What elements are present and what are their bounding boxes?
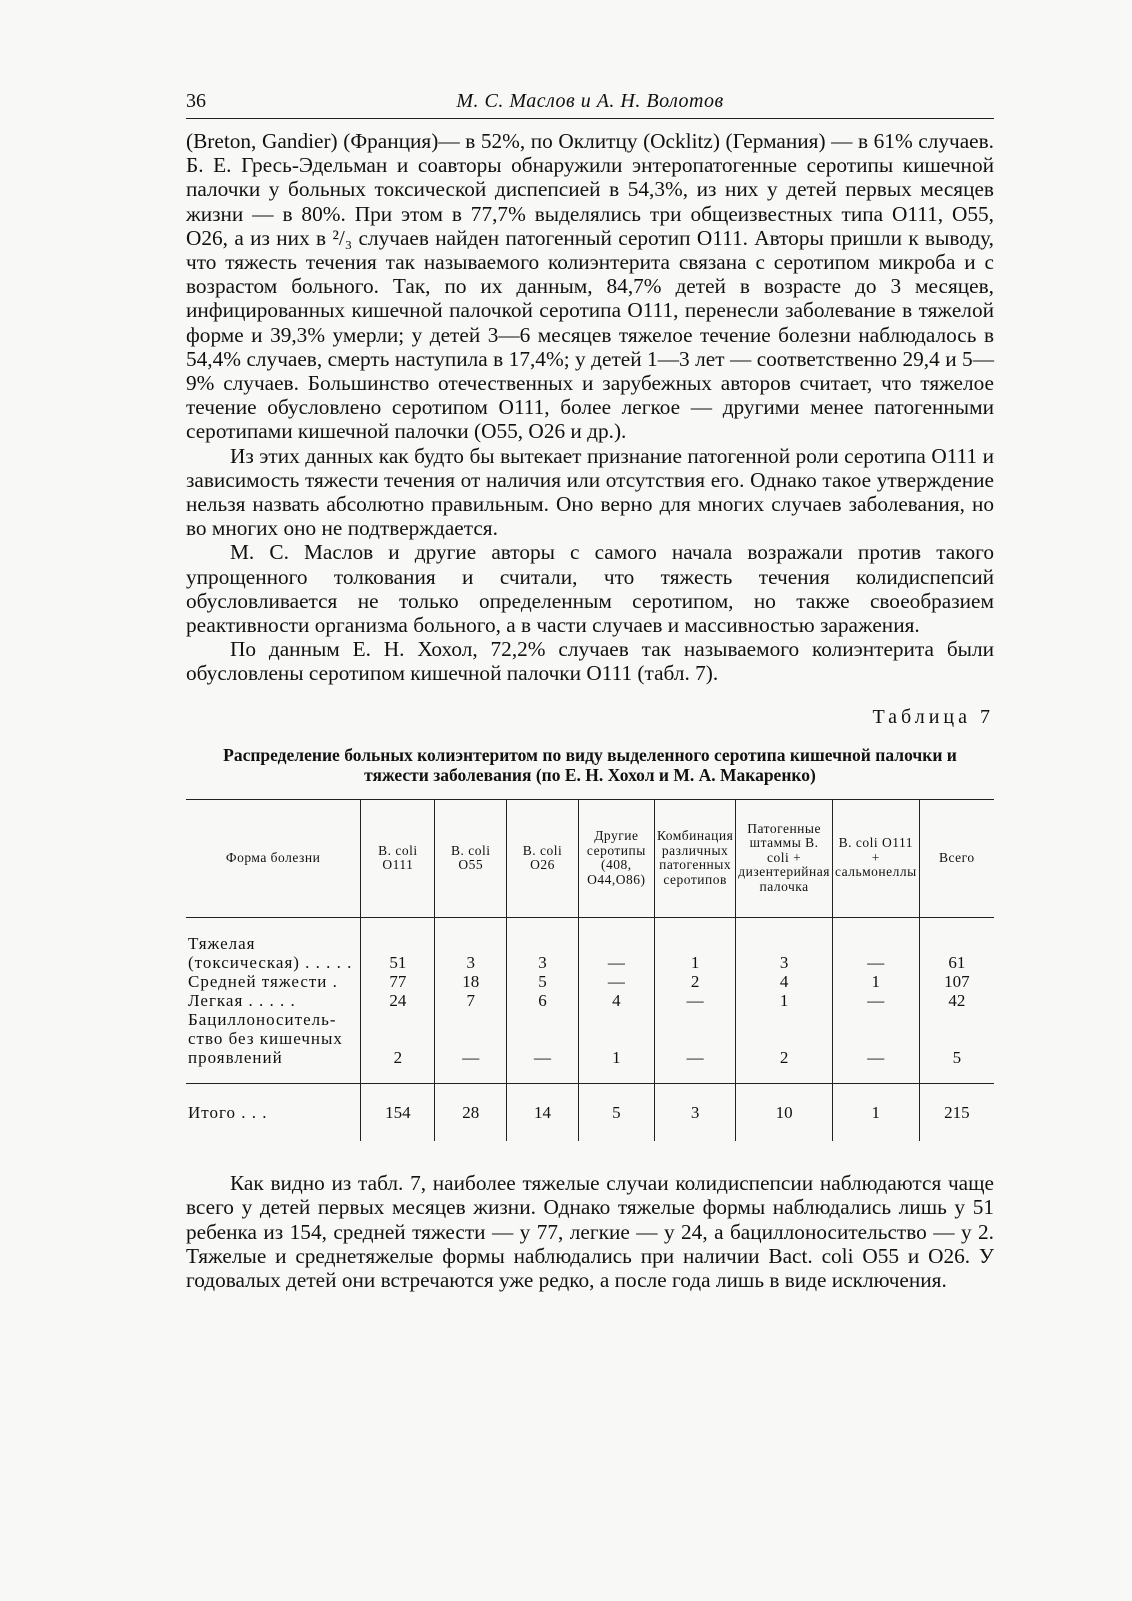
header-cell: Комбинация различных патогенных серотипов — [654, 799, 735, 917]
total-cell: 5 — [578, 1083, 654, 1141]
total-cell: 14 — [507, 1083, 579, 1141]
row-label: Бациллоноситель-ство без кишечных проявлений — [188, 1009, 343, 1067]
total-label: Итого . . . — [188, 1102, 268, 1122]
total-cell: 3 — [654, 1083, 735, 1141]
row-label: Средней тяжести . — [188, 971, 338, 991]
total-cell: 215 — [919, 1083, 994, 1141]
table-cell: — — [654, 1010, 735, 1067]
table-cell: — — [832, 1010, 919, 1067]
table-cell: 42 — [919, 991, 994, 1010]
page — [186, 88, 994, 1292]
table-cell: — — [832, 934, 919, 972]
header-cell: Форма болезни — [225, 849, 321, 865]
table-cell: 77 — [361, 972, 435, 991]
table-cell: 2 — [654, 972, 735, 991]
table-total-row — [186, 1083, 994, 1141]
page-number: 36 — [186, 90, 206, 112]
table-cell: 107 — [919, 972, 994, 991]
table-cell: 1 — [832, 972, 919, 991]
paragraph-2: Из этих данных как будто бы вытекает признание патогенной роли серотипа O111 и зависимость тяжести течения от наличия или отсутствия его. Однако такое утверждение нельзя назвать абсолютно правильным. Оно верно для многих случаев заболевания, но во многих оно не подтверждается. — [186, 443, 994, 541]
table-cell: 18 — [435, 972, 507, 991]
page-header — [186, 88, 994, 119]
table-header-row — [186, 799, 994, 917]
table-cell: 5 — [507, 972, 579, 991]
table-cell: 51 — [361, 934, 435, 972]
table-cell: 2 — [361, 1010, 435, 1067]
table-row — [186, 972, 994, 991]
table-cell: 1 — [578, 1010, 654, 1067]
table-row — [186, 1010, 994, 1067]
running-title: М. С. Маслов и А. Н. Волотов — [456, 90, 724, 112]
header-cell: B. coli O26 — [507, 799, 579, 917]
table-cell: 3 — [736, 934, 833, 972]
paragraph-3: М. С. Маслов и другие авторы с самого начала возражали против такого упрощенного толкования и считали, что тяжесть течения колидиспепсий обусловливается не только определенным серотипом, но также своеобразием реактивности организма больного, а в части случаев и массивностью заражения. — [186, 540, 994, 638]
header-cell: Другие серотипы (408, O44,O86) — [578, 799, 654, 917]
table-cell: 6 — [507, 991, 579, 1010]
table-cell: 3 — [435, 934, 507, 972]
table-cell: — — [578, 934, 654, 972]
header-cell: Патогенные штаммы B. coli + дизентерийная палочка — [736, 799, 833, 917]
table-row — [186, 934, 994, 972]
header-cell: B. coli O111 — [361, 799, 435, 917]
table-cell: 7 — [435, 991, 507, 1010]
data-table — [186, 799, 994, 1142]
table-cell: 5 — [919, 1010, 994, 1067]
table-label: Таблица 7 — [872, 705, 994, 728]
table-cell: 1 — [654, 934, 735, 972]
total-cell: 28 — [435, 1083, 507, 1141]
paragraph-5: Как видно из табл. 7, наиболее тяжелые случаи колидиспепсии наблюдаются чаще всего у детей первых месяцев жизни. Однако тяжелые формы наблюдались лишь у 51 ребенка из 154, средней тяжести — у 77, легкие — у 24, а бациллоносительство — у 2. Тяжелые и среднетяжелые формы наблюдались при наличии Bact. coli O55 и O26. У годовалых детей они встречаются уже редко, а после года лишь в виде исключения. — [186, 1171, 994, 1292]
total-cell: 154 — [361, 1083, 435, 1141]
table-cell: 3 — [507, 934, 579, 972]
table-cell: 4 — [578, 991, 654, 1010]
row-label: Тяжелая (токсическая) . . . . . — [188, 933, 353, 972]
paragraph-1: (Breton, Gandier) (Франция)— в 52%, по Оклитцу (Ocklitz) (Германия) — в 61% случаев. Б. Е. Гресь-Эдельман и соавторы обнаружили энтеропатогенные серотипы кишечной палочки у больных токсической диспепсией в 54,3%, из них у детей первых месяцев жизни — в 80%. При этом в 77,7% выделялись три общеизвестных типа O111, O55, O26, а из них в ²/₃ случаев найден патогенный серотип O111. Авторы пришли к выводу, что тяжесть течения так называемого колиэнтерита связана с серотипом микроба и с возрастом больного. Так, по их данным, 84,7% детей в возрасте до 3 месяцев, инфицированных кишечной палочкой серотипа O111, перенесли заболевание в тяжелой форме и 39,3% умерли; у детей 3—6 месяцев тяжелое течение болезни наблюдалось в 54,4% случаев, смерть наступила в 17,4%; у детей 1—3 лет — соответственно 29,4 и 5—9% случаев. Большинство отечественных и зарубежных авторов считает, что тяжелое течение обусловлено серотипом O111, более легкое — другими менее патогенными серотипами кишечной палочки (O55, O26 и др.). — [186, 129, 994, 444]
table-cell: 24 — [361, 991, 435, 1010]
table-caption: Распределение больных колиэнтеритом по виду выделенного серотипа кишечной палочки и тяжести заболевания (по Е. Н. Хохол и М. А. Макаренко) — [223, 744, 957, 785]
paragraph-4: По данным Е. Н. Хохол, 72,2% случаев так называемого колиэнтерита были обусловлены серотипом кишечной палочки O111 (табл. 7). — [186, 637, 994, 686]
table-cell: — — [435, 1010, 507, 1067]
table-cell: 61 — [919, 934, 994, 972]
row-label: Легкая . . . . . — [188, 990, 296, 1010]
table-cell: — — [507, 1010, 579, 1067]
header-cell: B. coli O111 + сальмонеллы — [832, 799, 919, 917]
table-cell: — — [654, 991, 735, 1010]
table-row — [186, 991, 994, 1010]
table-cell: 1 — [736, 991, 833, 1010]
table-cell: 4 — [736, 972, 833, 991]
header-cell: B. coli O55 — [435, 799, 507, 917]
table-cell: 2 — [736, 1010, 833, 1067]
total-cell: 10 — [736, 1083, 833, 1141]
table-cell: — — [578, 972, 654, 991]
table-cell: — — [832, 991, 919, 1010]
header-cell: Всего — [919, 799, 994, 917]
total-cell: 1 — [832, 1083, 919, 1141]
